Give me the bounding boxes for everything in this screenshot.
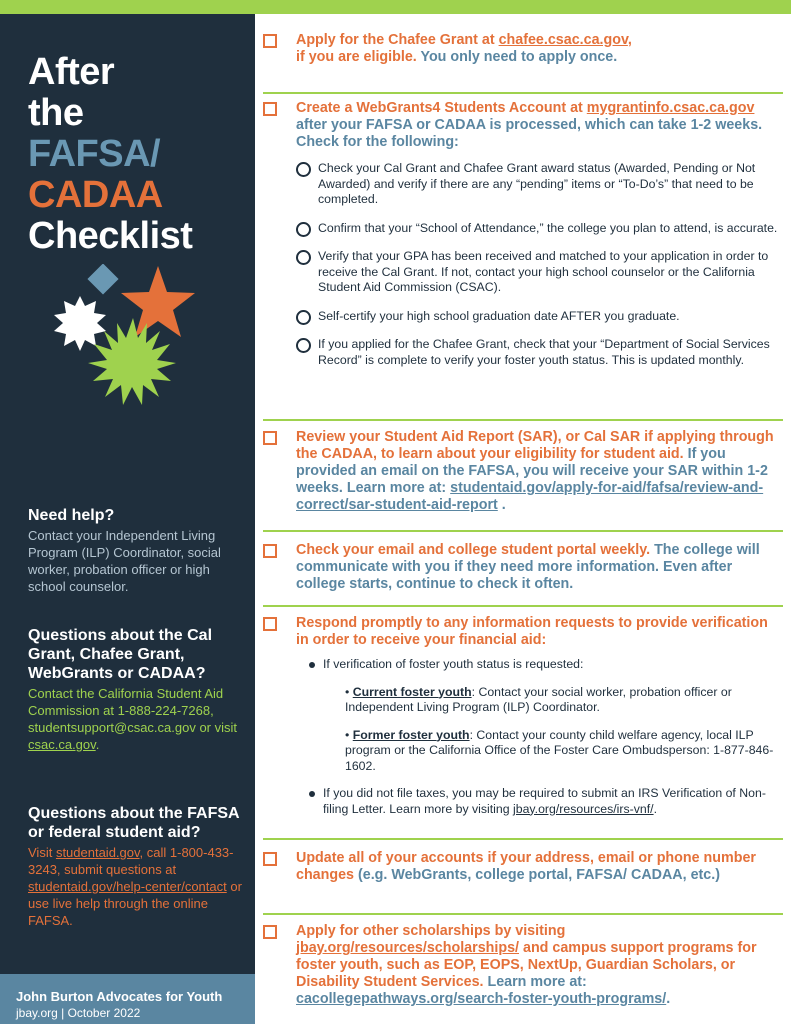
cal-grant-questions-heading: Questions about the Cal Grant, Chafee Grant, WebGrants or CADAA? xyxy=(28,627,213,682)
checklist-item-text xyxy=(263,923,783,1008)
item-text: . xyxy=(666,991,671,1007)
sub-item-text: Check your Cal Grant and Chafee Grant award status (Awarded, Pending or Not Awarded) and verify if there are any “pending” items or “To-Do’s” that need to be completed. xyxy=(318,161,756,206)
item-text: Create a WebGrants4 Students Account at xyxy=(296,100,587,116)
sub-checklist xyxy=(263,161,783,368)
org-name: John Burton Advocates for Youth xyxy=(16,989,223,1004)
checklist-item-text xyxy=(263,100,783,151)
bullet-text: . xyxy=(653,801,657,816)
checklist xyxy=(255,14,791,1024)
item-text: Update all of your accounts if your address, email or phone number changes xyxy=(296,850,756,883)
item-text: Apply for the Chafee Grant at xyxy=(296,32,499,48)
scholarships-link[interactable]: jbay.org/resources/scholarships/ xyxy=(296,940,520,956)
need-help-heading: Need help? xyxy=(28,507,115,524)
circle-checkbox[interactable] xyxy=(296,250,311,265)
title-line-4: CADAA xyxy=(28,174,163,216)
sub-item-text: Self-certify your high school graduation date AFTER you graduate. xyxy=(318,308,680,323)
decorative-shapes xyxy=(40,264,250,444)
item-text: Learn more at: xyxy=(483,974,587,990)
item-text: and campus support programs for foster youth, such as EOP, EOPS, NextUp, Guardian Scholars, or Disability Student Services. xyxy=(296,940,757,990)
circle-checkbox[interactable] xyxy=(296,222,311,237)
sub-item xyxy=(296,309,783,325)
checkbox[interactable] xyxy=(263,617,277,631)
fafsa-questions-block xyxy=(28,804,243,929)
checkbox[interactable] xyxy=(263,102,277,116)
nested-item-former: • Former foster youth: Contact your county child welfare agency, local ILP program or the California Office of the Foster Care Ombudsperson: 1-877-846-1602. xyxy=(345,727,774,773)
bullet-item xyxy=(309,657,783,673)
checkbox[interactable] xyxy=(263,852,277,866)
nested-text: : Contact your social worker, probation officer or Independent Living Program (ILP) Coordinator. xyxy=(345,684,732,714)
checklist-item-scholarships xyxy=(263,915,783,1015)
checklist-item-sar xyxy=(263,421,783,532)
title-line-5: Checklist xyxy=(28,215,193,257)
checklist-item-email xyxy=(263,532,783,607)
cal-grant-contact-text: Contact the California Student Aid Commission at 1-888-224-7268, studentsupport@csac.ca.gov or visit xyxy=(28,686,238,735)
checklist-item-text xyxy=(263,850,783,884)
item-text: if you are eligible. xyxy=(296,49,417,65)
bullet-item xyxy=(309,786,783,817)
verification-bullets xyxy=(263,657,783,817)
bullet-text: If verification of foster youth status is requested: xyxy=(323,657,584,671)
diamond-icon xyxy=(87,264,118,295)
chafee-link[interactable]: chafee.csac.ca.gov xyxy=(498,32,628,48)
sidebar-footer xyxy=(0,974,255,1024)
checklist-item-text xyxy=(263,429,783,514)
sidebar xyxy=(0,14,255,1024)
sub-item-text: Verify that your GPA has been received and matched to your application in order to receive the Cal Grant. If not, contact your high school counselor or the California Student Aid Commission (CSAC). xyxy=(318,249,769,294)
fafsa-text-mid: , call 1-800-433-3243, submit questions at xyxy=(28,845,234,877)
item-text: If you provided an email on the FAFSA, you will receive your SAR within 1-2 weeks. Learn more at: xyxy=(296,446,768,496)
title-line-3: FAFSA/ xyxy=(28,133,161,175)
checklist-item-text xyxy=(263,615,783,649)
item-text: , xyxy=(627,32,632,48)
nested-text: : Contact your county child welfare agency, local ILP program or the California Office of the Foster Care Ombudsperson: 1-877-846-1602. xyxy=(345,727,774,773)
nested-item-current: • Current foster youth: Contact your social worker, probation officer or Independent Living Program (ILP) Coordinator. xyxy=(345,684,732,714)
csac-link[interactable]: csac.ca.gov xyxy=(28,737,96,752)
fafsa-text-post: or use live help through the online FAFSA. xyxy=(28,879,242,928)
item-text: Review your Student Aid Report (SAR), or Cal SAR if applying through the CADAA, to learn about your eligibility for student aid. xyxy=(296,429,774,462)
checklist-item-webgrants xyxy=(263,90,783,421)
cal-grant-questions-block xyxy=(28,626,243,753)
cal-grant-contact-end: . xyxy=(95,737,100,752)
sub-item xyxy=(296,221,783,237)
irs-vnf-link[interactable]: jbay.org/resources/irs-vnf/ xyxy=(513,801,654,816)
help-center-link[interactable]: studentaid.gov/help-center/contact xyxy=(28,879,227,894)
item-text: . xyxy=(497,497,506,513)
item-text: You only need to apply once. xyxy=(416,49,618,65)
fafsa-questions-body xyxy=(28,844,243,929)
fafsa-questions-heading: Questions about the FAFSA or federal student aid? xyxy=(28,805,239,841)
fafsa-text-pre: Visit xyxy=(28,845,56,860)
checklist-item-chafee xyxy=(263,32,783,94)
checklist-item-text xyxy=(263,32,783,66)
sub-item xyxy=(296,249,783,296)
checkbox[interactable] xyxy=(263,34,277,48)
term-current-foster-youth: Current foster youth xyxy=(352,684,472,699)
sub-item xyxy=(296,161,783,208)
item-text: Apply for other scholarships by visiting xyxy=(296,923,566,939)
circle-checkbox[interactable] xyxy=(296,338,311,353)
footer-meta: jbay.org | October 2022 xyxy=(16,1006,141,1020)
item-text: Respond promptly to any information requests to provide verification in order to receive your financial aid: xyxy=(296,615,768,648)
title-line-2: the xyxy=(28,92,84,134)
circle-checkbox[interactable] xyxy=(296,162,311,177)
mygrantinfo-link[interactable]: mygrantinfo.csac.ca.gov xyxy=(586,100,755,116)
sar-link[interactable]: studentaid.gov/apply-for-aid/fafsa/review-and-correct/sar-student-aid-report xyxy=(296,480,764,513)
bullet-text: If you did not file taxes, you may be required to submit an IRS Verification of Non-filing Letter. Learn more by visiting xyxy=(323,786,766,816)
checklist-item-verification xyxy=(263,607,783,840)
need-help-body: Contact your Independent Living Program (ILP) Coordinator, social worker, probation officer or high school counselor. xyxy=(28,528,221,594)
circle-checkbox[interactable] xyxy=(296,310,311,325)
checkbox[interactable] xyxy=(263,925,277,939)
term-former-foster-youth: Former foster youth xyxy=(352,727,470,742)
checklist-item-update-accounts xyxy=(263,840,783,915)
item-text: The college will communicate with you if they need more information. Even after college starts, continue to check it often. xyxy=(296,542,760,592)
sub-item-text: Confirm that your “School of Attendance,” the college you plan to attend, is accurate. xyxy=(318,220,778,235)
sub-item xyxy=(296,337,783,368)
item-text: Check your email and college student portal weekly. xyxy=(296,542,651,558)
title-line-1: After xyxy=(28,51,115,93)
checkbox[interactable] xyxy=(263,544,277,558)
top-accent-bar xyxy=(0,0,791,14)
white-burst-icon xyxy=(54,296,106,351)
page-title xyxy=(28,52,248,257)
checklist-item-text xyxy=(263,542,783,593)
studentaid-link[interactable]: studentaid.gov xyxy=(55,845,140,860)
item-text: (e.g. WebGrants, college portal, FAFSA/ CADAA, etc.) xyxy=(354,867,720,883)
bullet-dot xyxy=(309,662,315,668)
item-text: after your FAFSA or CADAA is processed, which can take 1-2 weeks. Check for the following: xyxy=(296,117,763,150)
sub-item-text: If you applied for the Chafee Grant, check that your “Department of Social Services Record” is complete to verify your foster youth status. This is updated monthly. xyxy=(318,337,770,367)
checkbox[interactable] xyxy=(263,431,277,445)
bullet-dot xyxy=(309,791,315,797)
need-help-block xyxy=(28,506,243,595)
cacollegepathways-link[interactable]: cacollegepathways.org/search-foster-youth-programs/ xyxy=(296,991,667,1007)
cal-grant-questions-body xyxy=(28,685,243,753)
